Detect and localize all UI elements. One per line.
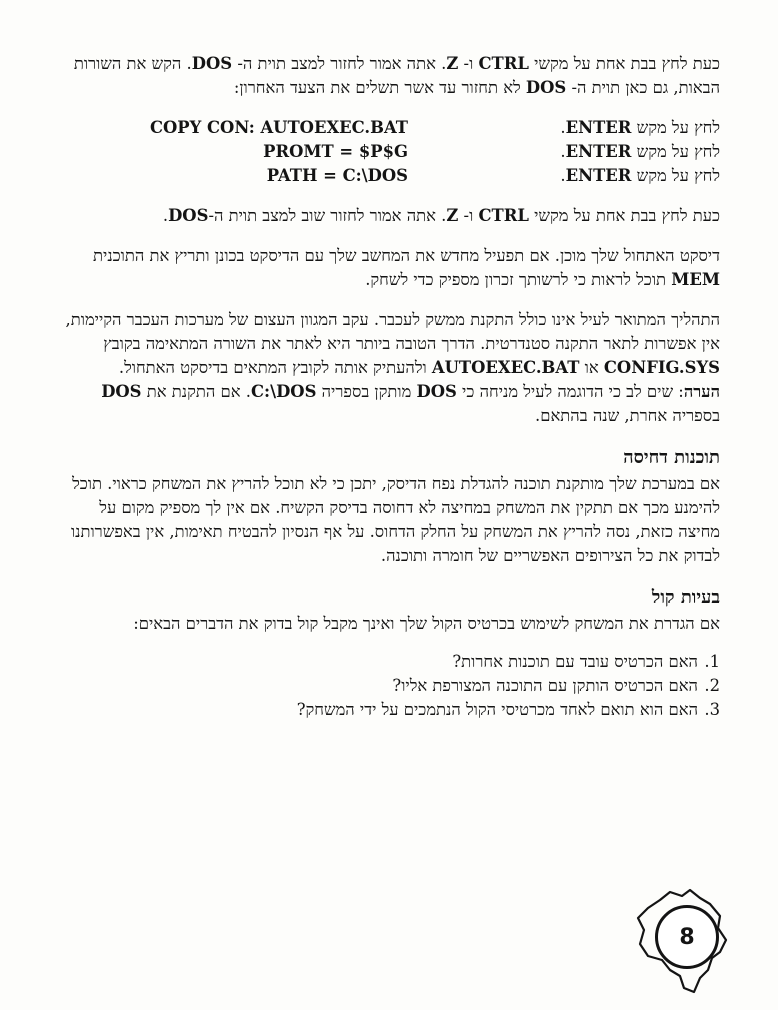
command-text: PATH = C:\DOS [266,166,408,185]
text-run: כעת לחץ בבת אחת על מקשי [528,206,720,225]
paragraph-note [56,380,720,428]
bold-term: הערה [683,382,720,401]
list-item: 2. האם הכרטיס הותקן עם התוכנה המצורפת אליו? [392,676,720,695]
bold-term: Z [446,54,459,73]
bold-term: DOS [101,382,142,401]
bold-term: Z [446,206,459,225]
text-run: . אתה אמור לחזור שוב למצב תוית ה- [208,206,447,225]
section-body-compression: אם במערכת שלך מותקנת תוכנה להגדלת נפח הדיסק, יתכן כי לא תוכל להריץ את המשחק כראוי. תוכל להימנע מכך אם תתקין את המשחק במחיצה לא דחוסה בדיסק הקשיח. אם אין לך מספיק מקום על מחיצה כזאת, נסה להריץ את המשחק על החלק הדחוס. על אף הנסיון להבטיח תאימות, אין באפשרותנו לבדוק את כל הצירופים האפשריים של חומרה ותוכנה. [70,474,720,565]
paragraph-return-to-dos [56,204,720,228]
text-run: תוכל לראות כי לרשותך זכרון מספיק כדי לשחק. [365,270,672,289]
command-text: PROMT = $P$G [263,142,408,161]
text-run: או [579,358,604,377]
bold-term: DOS [416,382,457,401]
section-title-compression: תוכנות דחיסה [623,447,720,468]
text-run: : שים לב כי הדוגמה לעיל מניחה כי [456,382,684,401]
paragraph-ctrl-z-instructions [56,52,720,100]
manual-page [56,52,720,722]
list-item: 1. האם הכרטיס עובד עם תוכנות אחרות? [452,652,720,671]
command-row [56,116,720,140]
bold-term: CTRL [478,54,529,73]
command-action: לחץ על מקש ENTER. [560,118,720,137]
command-row [56,164,720,188]
text-run: . [162,206,169,225]
bold-term: DOS [525,78,567,97]
text-run: כעת לחץ בבת אחת על מקשי [528,54,720,73]
command-list [56,116,720,188]
paragraph-boot-disk-ready [56,244,720,292]
text-run: בספריה אחרת, שנה בהתאם. [535,406,720,425]
text-run: ו- [458,54,479,73]
bold-term: C:\DOS [251,382,317,401]
page-number-badge [630,888,730,998]
paragraph-mouse-driver [56,308,720,380]
section-body-sound: אם הגדרת את המשחק לשימוש בכרטיס הקול שלך ואינך מקבל קול בדוק את הדברים הבאים: [133,614,720,633]
command-row [56,140,720,164]
list-item: 3. האם הוא תואם לאחד מכרטיסי הקול הנתמכים על ידי המשחק? [296,700,720,719]
text-run: . הקש את השורות הבאות, גם כאן תוית ה- [73,54,720,97]
command-text: COPY CON: AUTOEXEC.BAT [149,118,408,137]
bold-term: AUTOEXEC.BAT [431,358,580,377]
sound-checklist [56,650,720,722]
text-run: . אם התקנת את [141,382,251,401]
text-run: התהליך המתואר לעיל אינו כולל התקנת ממשק לעכבר. עקב המגוון העצום של מערכות העכבר הקיימות, אין אפשרות לתאר התקנה סטנדרטית. הדרך הטובה ביותר היא לאתר את השורה המתאימה בקובץ [65,310,720,353]
text-run: ו- [458,206,479,225]
bold-term: DOS [191,54,233,73]
page-number: 8 [655,905,719,969]
command-action: לחץ על מקש ENTER. [560,142,720,161]
text-run: מותקן בספריה [316,382,417,401]
text-run: . אתה אמור לחזור למצב תוית ה- [232,54,447,73]
bold-term: CTRL [478,206,529,225]
text-run: לא תחזור עד אשר תשלים את הצעד האחרון: [233,78,526,97]
command-action: לחץ על מקש ENTER. [560,166,720,185]
bold-term: CONFIG.SYS [603,358,720,377]
section-title-sound: בעיות קול [651,587,720,608]
text-run: ולהעתיק אותה לקובץ המתאים בדיסקט האתחול. [118,358,432,377]
bold-term: MEM [671,270,720,289]
text-run: דיסקט האתחול שלך מוכן. אם תפעיל מחדש את המחשב שלך עם הדיסקט בכונן ותריץ את התוכנית [93,246,720,265]
bold-term: DOS [168,206,209,225]
